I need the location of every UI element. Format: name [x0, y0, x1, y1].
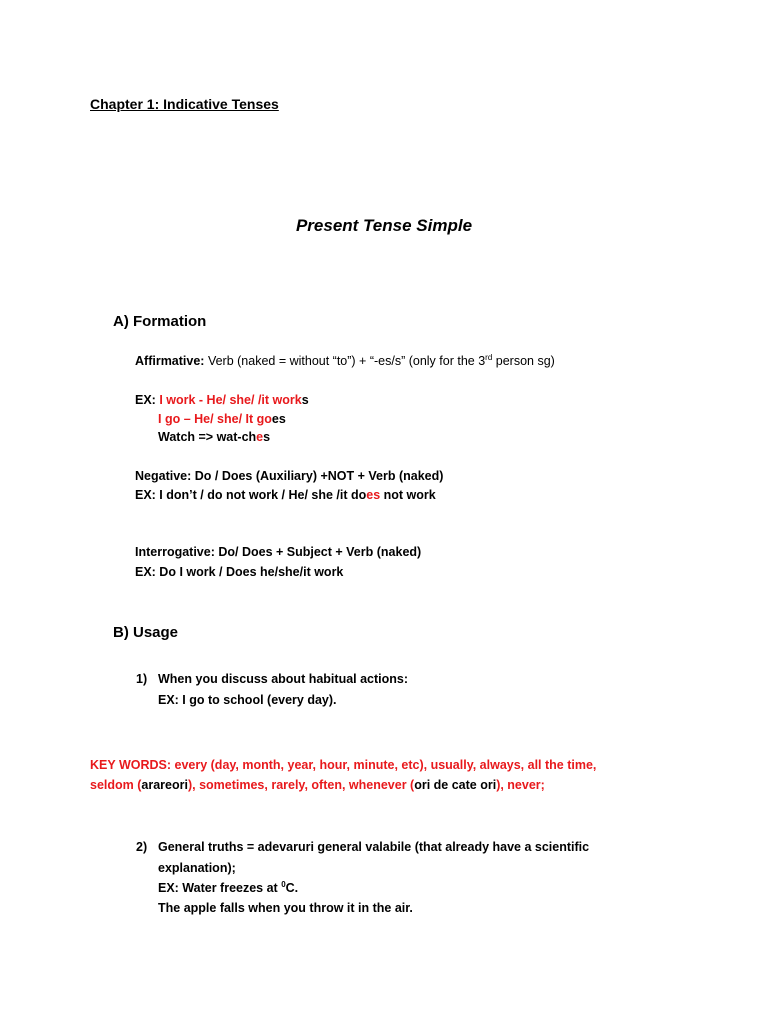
usage-item-2-example-a: EX: Water freezes at: [158, 881, 282, 895]
example-3-b: s: [263, 430, 271, 444]
usage-item-2-number: 2): [136, 840, 148, 854]
key-words-translation-1: arareori: [141, 778, 188, 792]
usage-item-2-text: General truths = adevaruri general valabile (that already have a scientific: [158, 840, 590, 854]
key-words-line-1: KEY WORDS: every (day, month, year, hour, minute, etc), usually, always, all the time,: [90, 758, 597, 772]
usage-item-2-example: [158, 881, 298, 895]
interrogative-example: EX: Do I work / Does he/she/it work: [135, 565, 344, 579]
negative-rule: Negative: Do / Does (Auxiliary) +NOT + Verb (naked): [135, 469, 444, 483]
formation-heading: A) Formation: [113, 313, 207, 330]
chapter-title: Chapter 1: Indicative Tenses: [90, 96, 279, 112]
affirmative-label: Affirmative:: [135, 354, 205, 368]
interrogative-rule: Interrogative: Do/ Does + Subject + Verb (naked): [135, 545, 422, 559]
affirmative-example-3: [158, 430, 270, 444]
affirmative-example-2: [158, 412, 286, 426]
example-2-red: I go – He/ she/ It go: [158, 412, 272, 426]
example-1-red: I work - He/ she/ /it work: [159, 393, 302, 407]
affirmative-tail: person sg): [492, 354, 555, 368]
affirmative-text: Verb (naked = without “to”) + “-es/s” (only for the 3: [204, 354, 486, 368]
example-1-tail: s: [301, 393, 309, 407]
negative-example-red: es: [366, 488, 381, 502]
usage-item-2-example-2: The apple falls when you throw it in the air.: [158, 901, 413, 915]
usage-item-2-text-cont: explanation);: [158, 861, 236, 875]
degree-sup: 0: [281, 879, 286, 889]
negative-example-b: not work: [380, 488, 436, 502]
usage-item-1-number: 1): [136, 672, 148, 686]
affirmative-sup: rd: [485, 352, 493, 362]
key-words-line-2: [90, 778, 545, 792]
usage-item-2-example-b: C.: [285, 881, 299, 895]
example-3-red: e: [256, 430, 264, 444]
key-words-l2-a: seldom (: [90, 778, 142, 792]
document-title: Present Tense Simple: [295, 216, 473, 235]
example-3-a: Watch => wat-ch: [158, 430, 257, 444]
example-prefix: EX:: [135, 393, 160, 407]
usage-item-1-text: When you discuss about habitual actions:: [158, 672, 409, 686]
negative-example: [135, 488, 436, 502]
usage-item-1-example: EX: I go to school (every day).: [158, 693, 337, 707]
key-words-translation-2: ori de cate ori: [414, 778, 497, 792]
key-words-l2-e: ), never;: [496, 778, 545, 792]
key-words-l2-c: ), sometimes, rarely, often, whenever (: [187, 778, 415, 792]
affirmative-rule: [135, 354, 555, 368]
negative-example-a: EX: I don’t / do not work / He/ she /it do: [135, 488, 367, 502]
usage-heading: B) Usage: [113, 624, 179, 641]
example-2-tail: es: [271, 412, 286, 426]
affirmative-example-1: [135, 393, 309, 407]
